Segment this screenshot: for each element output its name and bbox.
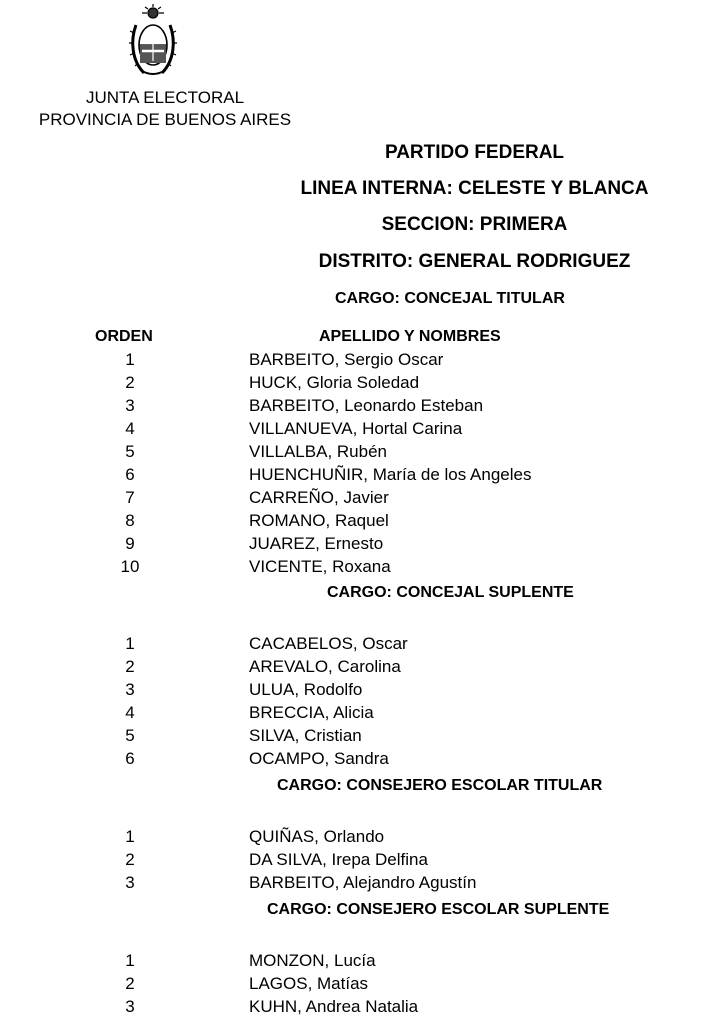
cargo-heading: CARGO: CONCEJAL SUPLENTE — [327, 584, 574, 601]
candidate-row — [0, 997, 723, 1020]
candidate-row — [0, 726, 723, 749]
coat-of-arms-icon — [128, 3, 178, 79]
candidate-order: 5 — [125, 726, 135, 745]
cargo-heading: CARGO: CONSEJERO ESCOLAR SUPLENTE — [267, 901, 610, 918]
candidate-name: CACABELOS, Oscar — [249, 634, 408, 653]
candidate-order: 1 — [125, 634, 135, 653]
candidate-name: LAGOS, Matías — [249, 974, 369, 993]
candidate-row — [0, 396, 723, 419]
candidate-name: SILVA, Cristian — [249, 726, 362, 745]
candidate-name: VILLANUEVA, Hortal Carina — [249, 419, 463, 438]
candidate-name: ULUA, Rodolfo — [249, 680, 363, 699]
candidate-row — [0, 951, 723, 974]
candidate-name: BARBEITO, Leonardo Esteban — [249, 396, 484, 415]
candidate-name: HUCK, Gloria Soledad — [249, 373, 420, 392]
candidate-order: 1 — [125, 827, 135, 846]
candidate-name: DA SILVA, Irepa Delfina — [249, 850, 428, 869]
candidate-row — [0, 749, 723, 772]
candidate-row — [0, 827, 723, 850]
candidate-name: AREVALO, Carolina — [249, 657, 401, 676]
candidate-name: HUENCHUÑIR, María de los Angeles — [249, 465, 532, 484]
candidate-row — [0, 873, 723, 896]
candidate-name: ROMANO, Raquel — [249, 511, 389, 530]
party-title: PARTIDO FEDERAL — [384, 142, 565, 163]
candidate-name: CARREÑO, Javier — [249, 488, 389, 507]
candidate-order: 7 — [125, 488, 135, 507]
candidate-row — [0, 703, 723, 726]
candidate-name: JUAREZ, Ernesto — [249, 534, 384, 553]
candidate-name: QUIÑAS, Orlando — [249, 827, 385, 846]
candidate-name: VICENTE, Roxana — [249, 557, 391, 576]
org-name — [20, 87, 310, 131]
candidate-order: 2 — [125, 373, 135, 392]
candidate-order: 4 — [125, 419, 135, 438]
candidate-row — [0, 850, 723, 873]
distrito-title: DISTRITO: GENERAL RODRIGUEZ — [318, 251, 631, 272]
candidate-row — [0, 465, 723, 488]
candidate-order: 8 — [125, 511, 135, 530]
candidate-row — [0, 557, 723, 580]
candidate-order: 4 — [125, 703, 135, 722]
candidate-name: OCAMPO, Sandra — [249, 749, 389, 768]
candidate-row — [0, 680, 723, 703]
candidate-name: BARBEITO, Alejandro Agustín — [249, 873, 477, 892]
candidate-order: 3 — [125, 396, 135, 415]
candidate-name: MONZON, Lucía — [249, 951, 376, 970]
candidate-order: 3 — [125, 680, 135, 699]
candidate-row — [0, 488, 723, 511]
candidate-row — [0, 419, 723, 442]
candidate-row — [0, 373, 723, 396]
candidate-row — [0, 534, 723, 557]
candidate-name: KUHN, Andrea Natalia — [249, 997, 419, 1016]
candidate-order: 6 — [125, 465, 135, 484]
candidate-order: 2 — [125, 657, 135, 676]
seccion-title: SECCION: PRIMERA — [381, 214, 568, 235]
candidate-order: 2 — [125, 974, 135, 993]
cargo-heading: CARGO: CONSEJERO ESCOLAR TITULAR — [277, 777, 603, 794]
candidate-row — [0, 511, 723, 534]
candidate-order: 2 — [125, 850, 135, 869]
candidate-row — [0, 657, 723, 680]
candidate-row — [0, 634, 723, 657]
column-header-orden: ORDEN — [95, 328, 153, 345]
candidate-name: VILLALBA, Rubén — [249, 442, 387, 461]
candidate-row — [0, 442, 723, 465]
org-line-1: JUNTA ELECTORAL — [85, 88, 245, 107]
linea-title: LINEA INTERNA: CELESTE Y BLANCA — [300, 178, 649, 199]
candidate-order: 5 — [125, 442, 135, 461]
candidate-row — [0, 974, 723, 997]
candidate-order: 3 — [125, 873, 135, 892]
candidate-row — [0, 350, 723, 373]
org-line-2: PROVINCIA DE BUENOS AIRES — [38, 110, 292, 129]
candidate-name: BARBEITO, Sergio Oscar — [249, 350, 444, 369]
column-header-nombres: APELLIDO Y NOMBRES — [319, 328, 501, 345]
candidate-order: 1 — [125, 951, 135, 970]
candidate-order: 10 — [120, 557, 140, 576]
candidate-order: 9 — [125, 534, 135, 553]
cargo-heading: CARGO: CONCEJAL TITULAR — [335, 290, 565, 307]
candidate-order: 3 — [125, 997, 135, 1016]
candidate-order: 1 — [125, 350, 135, 369]
candidate-name: BRECCIA, Alicia — [249, 703, 374, 722]
candidate-order: 6 — [125, 749, 135, 768]
